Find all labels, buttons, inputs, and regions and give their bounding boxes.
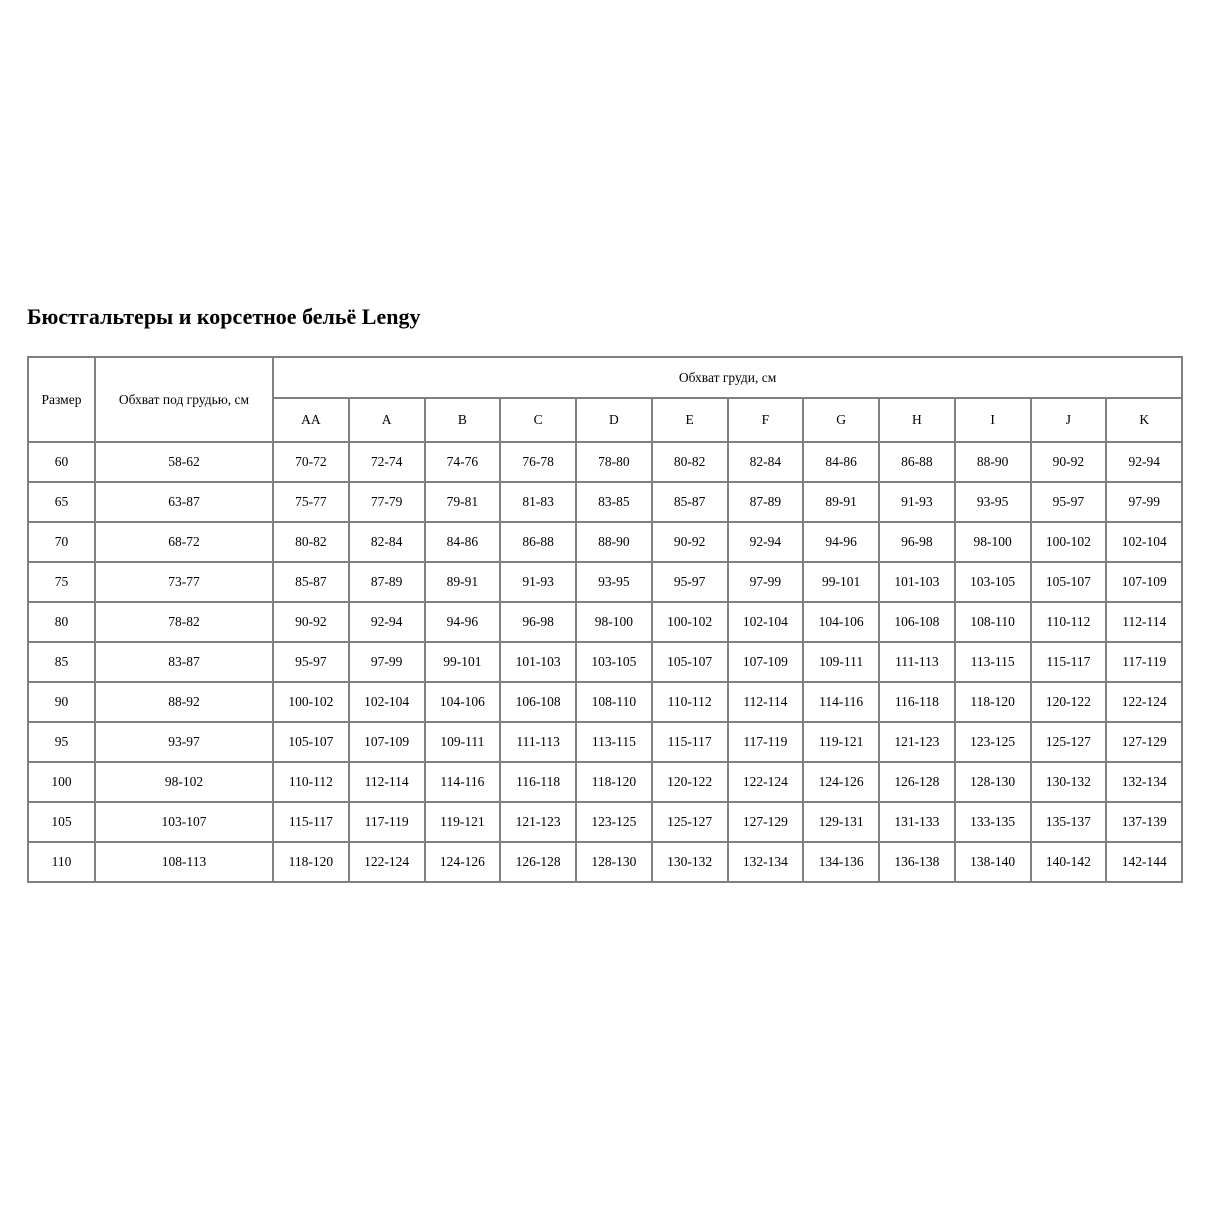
- bust-range-cell: 127-129: [1106, 722, 1182, 762]
- cup-size-header: AA: [273, 398, 349, 442]
- bust-range-cell: 124-126: [803, 762, 879, 802]
- table-row: [28, 642, 1182, 682]
- bust-range-cell: 118-120: [273, 842, 349, 882]
- bust-range-cell: 84-86: [425, 522, 501, 562]
- cup-size-header: B: [425, 398, 501, 442]
- underbust-cell: 78-82: [95, 602, 273, 642]
- bust-range-cell: 77-79: [349, 482, 425, 522]
- size-cell: 70: [28, 522, 95, 562]
- bust-range-cell: 115-117: [652, 722, 728, 762]
- bust-range-cell: 122-124: [1106, 682, 1182, 722]
- bust-range-cell: 117-119: [728, 722, 804, 762]
- bust-range-cell: 121-123: [879, 722, 955, 762]
- bust-range-cell: 94-96: [803, 522, 879, 562]
- page-title: Бюстгальтеры и корсетное бельё Lengy: [27, 304, 421, 329]
- bust-range-cell: 92-94: [349, 602, 425, 642]
- underbust-cell: 83-87: [95, 642, 273, 682]
- bust-range-cell: 75-77: [273, 482, 349, 522]
- underbust-column-header: Обхват под грудью, см: [95, 357, 273, 442]
- bust-range-cell: 107-109: [728, 642, 804, 682]
- bust-range-cell: 91-93: [879, 482, 955, 522]
- bust-range-cell: 122-124: [349, 842, 425, 882]
- bust-range-cell: 100-102: [652, 602, 728, 642]
- bust-range-cell: 80-82: [273, 522, 349, 562]
- table-row: [28, 842, 1182, 882]
- bust-range-cell: 105-107: [273, 722, 349, 762]
- bust-range-cell: 120-122: [1031, 682, 1107, 722]
- bust-range-cell: 70-72: [273, 442, 349, 482]
- bust-range-cell: 138-140: [955, 842, 1031, 882]
- cup-size-header: F: [728, 398, 804, 442]
- cup-size-header: K: [1106, 398, 1182, 442]
- bust-range-cell: 130-132: [652, 842, 728, 882]
- underbust-cell: 88-92: [95, 682, 273, 722]
- bust-range-cell: 137-139: [1106, 802, 1182, 842]
- bust-range-cell: 108-110: [955, 602, 1031, 642]
- bust-range-cell: 114-116: [803, 682, 879, 722]
- bust-range-cell: 113-115: [955, 642, 1031, 682]
- bust-range-cell: 132-134: [728, 842, 804, 882]
- bust-range-cell: 117-119: [349, 802, 425, 842]
- cup-size-header: G: [803, 398, 879, 442]
- bust-range-cell: 89-91: [803, 482, 879, 522]
- bust-range-cell: 125-127: [652, 802, 728, 842]
- bust-range-cell: 79-81: [425, 482, 501, 522]
- bust-range-cell: 95-97: [1031, 482, 1107, 522]
- bust-range-cell: 104-106: [425, 682, 501, 722]
- bust-range-cell: 83-85: [576, 482, 652, 522]
- table-row: [28, 802, 1182, 842]
- bust-range-cell: 105-107: [1031, 562, 1107, 602]
- bust-range-cell: 125-127: [1031, 722, 1107, 762]
- bust-range-cell: 117-119: [1106, 642, 1182, 682]
- cup-size-header: H: [879, 398, 955, 442]
- bust-range-cell: 116-118: [879, 682, 955, 722]
- bust-range-cell: 96-98: [500, 602, 576, 642]
- bust-range-cell: 106-108: [500, 682, 576, 722]
- bust-range-cell: 96-98: [879, 522, 955, 562]
- underbust-cell: 68-72: [95, 522, 273, 562]
- bust-range-cell: 86-88: [879, 442, 955, 482]
- cup-size-header: E: [652, 398, 728, 442]
- bust-range-cell: 98-100: [576, 602, 652, 642]
- bust-range-cell: 118-120: [955, 682, 1031, 722]
- underbust-cell: 58-62: [95, 442, 273, 482]
- underbust-cell: 98-102: [95, 762, 273, 802]
- bust-range-cell: 112-114: [349, 762, 425, 802]
- bust-range-cell: 107-109: [1106, 562, 1182, 602]
- size-cell: 65: [28, 482, 95, 522]
- bust-range-cell: 87-89: [728, 482, 804, 522]
- bust-range-cell: 110-112: [652, 682, 728, 722]
- bust-range-cell: 89-91: [425, 562, 501, 602]
- bust-range-cell: 134-136: [803, 842, 879, 882]
- bust-range-cell: 132-134: [1106, 762, 1182, 802]
- bust-range-cell: 111-113: [879, 642, 955, 682]
- table-row: [28, 442, 1182, 482]
- size-cell: 90: [28, 682, 95, 722]
- bust-range-cell: 97-99: [728, 562, 804, 602]
- size-cell: 110: [28, 842, 95, 882]
- bust-range-cell: 103-105: [576, 642, 652, 682]
- bust-range-cell: 85-87: [652, 482, 728, 522]
- bust-range-cell: 86-88: [500, 522, 576, 562]
- cup-size-header: D: [576, 398, 652, 442]
- bust-range-cell: 136-138: [879, 842, 955, 882]
- bust-range-cell: 90-92: [273, 602, 349, 642]
- bust-range-cell: 76-78: [500, 442, 576, 482]
- bust-range-cell: 100-102: [273, 682, 349, 722]
- underbust-cell: 103-107: [95, 802, 273, 842]
- bust-range-cell: 81-83: [500, 482, 576, 522]
- bust-range-cell: 128-130: [576, 842, 652, 882]
- bust-range-cell: 107-109: [349, 722, 425, 762]
- bust-range-cell: 121-123: [500, 802, 576, 842]
- cup-size-header: J: [1031, 398, 1107, 442]
- table-row: [28, 562, 1182, 602]
- bust-range-cell: 123-125: [955, 722, 1031, 762]
- bust-range-cell: 112-114: [1106, 602, 1182, 642]
- bust-range-cell: 102-104: [349, 682, 425, 722]
- table-row: [28, 762, 1182, 802]
- bust-range-cell: 135-137: [1031, 802, 1107, 842]
- bust-range-cell: 126-128: [500, 842, 576, 882]
- size-cell: 80: [28, 602, 95, 642]
- table-row: [28, 602, 1182, 642]
- bust-range-cell: 142-144: [1106, 842, 1182, 882]
- bust-range-cell: 114-116: [425, 762, 501, 802]
- bust-range-cell: 126-128: [879, 762, 955, 802]
- bust-range-cell: 129-131: [803, 802, 879, 842]
- bust-range-cell: 91-93: [500, 562, 576, 602]
- table-row: [28, 682, 1182, 722]
- bust-range-cell: 109-111: [803, 642, 879, 682]
- bust-range-cell: 115-117: [1031, 642, 1107, 682]
- bust-range-cell: 93-95: [576, 562, 652, 602]
- bust-range-cell: 118-120: [576, 762, 652, 802]
- bust-range-cell: 133-135: [955, 802, 1031, 842]
- size-cell: 85: [28, 642, 95, 682]
- size-cell: 60: [28, 442, 95, 482]
- size-column-header: Размер: [28, 357, 95, 442]
- bust-range-cell: 82-84: [349, 522, 425, 562]
- bust-range-cell: 85-87: [273, 562, 349, 602]
- bust-range-cell: 78-80: [576, 442, 652, 482]
- table-row: [28, 482, 1182, 522]
- bust-range-cell: 98-100: [955, 522, 1031, 562]
- bust-range-cell: 101-103: [879, 562, 955, 602]
- cup-size-header: C: [500, 398, 576, 442]
- size-cell: 95: [28, 722, 95, 762]
- bust-range-cell: 115-117: [273, 802, 349, 842]
- bust-range-cell: 119-121: [425, 802, 501, 842]
- bust-range-cell: 72-74: [349, 442, 425, 482]
- table-row: [28, 722, 1182, 762]
- bust-range-cell: 100-102: [1031, 522, 1107, 562]
- bust-group-header: Обхват груди, см: [273, 357, 1182, 398]
- bust-range-cell: 94-96: [425, 602, 501, 642]
- bust-range-cell: 103-105: [955, 562, 1031, 602]
- bust-range-cell: 108-110: [576, 682, 652, 722]
- size-table-head: [28, 357, 1182, 442]
- bust-range-cell: 97-99: [349, 642, 425, 682]
- bust-range-cell: 93-95: [955, 482, 1031, 522]
- bust-range-cell: 120-122: [652, 762, 728, 802]
- bust-range-cell: 88-90: [955, 442, 1031, 482]
- bust-range-cell: 111-113: [500, 722, 576, 762]
- size-cell: 100: [28, 762, 95, 802]
- bust-range-cell: 130-132: [1031, 762, 1107, 802]
- bust-range-cell: 84-86: [803, 442, 879, 482]
- bust-range-cell: 87-89: [349, 562, 425, 602]
- bust-range-cell: 140-142: [1031, 842, 1107, 882]
- bust-range-cell: 110-112: [1031, 602, 1107, 642]
- size-table-body: [28, 442, 1182, 882]
- bust-range-cell: 99-101: [803, 562, 879, 602]
- bust-range-cell: 90-92: [1031, 442, 1107, 482]
- size-chart-table: [27, 356, 1183, 883]
- bust-range-cell: 122-124: [728, 762, 804, 802]
- bust-range-cell: 119-121: [803, 722, 879, 762]
- bust-range-cell: 74-76: [425, 442, 501, 482]
- bust-range-cell: 124-126: [425, 842, 501, 882]
- bust-range-cell: 88-90: [576, 522, 652, 562]
- underbust-cell: 93-97: [95, 722, 273, 762]
- underbust-cell: 73-77: [95, 562, 273, 602]
- bust-range-cell: 99-101: [425, 642, 501, 682]
- bust-range-cell: 131-133: [879, 802, 955, 842]
- bust-range-cell: 123-125: [576, 802, 652, 842]
- bust-range-cell: 128-130: [955, 762, 1031, 802]
- bust-range-cell: 82-84: [728, 442, 804, 482]
- table-row: [28, 522, 1182, 562]
- bust-range-cell: 104-106: [803, 602, 879, 642]
- bust-range-cell: 110-112: [273, 762, 349, 802]
- bust-range-cell: 127-129: [728, 802, 804, 842]
- bust-range-cell: 95-97: [652, 562, 728, 602]
- bust-range-cell: 97-99: [1106, 482, 1182, 522]
- bust-range-cell: 101-103: [500, 642, 576, 682]
- bust-range-cell: 92-94: [1106, 442, 1182, 482]
- bust-range-cell: 109-111: [425, 722, 501, 762]
- bust-range-cell: 90-92: [652, 522, 728, 562]
- cup-size-header: A: [349, 398, 425, 442]
- size-cell: 75: [28, 562, 95, 602]
- bust-range-cell: 116-118: [500, 762, 576, 802]
- bust-range-cell: 80-82: [652, 442, 728, 482]
- bust-range-cell: 113-115: [576, 722, 652, 762]
- size-cell: 105: [28, 802, 95, 842]
- underbust-cell: 108-113: [95, 842, 273, 882]
- bust-range-cell: 112-114: [728, 682, 804, 722]
- bust-range-cell: 102-104: [728, 602, 804, 642]
- group-header-row: [28, 357, 1182, 398]
- bust-range-cell: 106-108: [879, 602, 955, 642]
- bust-range-cell: 102-104: [1106, 522, 1182, 562]
- bust-range-cell: 105-107: [652, 642, 728, 682]
- underbust-cell: 63-87: [95, 482, 273, 522]
- cup-size-header: I: [955, 398, 1031, 442]
- bust-range-cell: 92-94: [728, 522, 804, 562]
- bust-range-cell: 95-97: [273, 642, 349, 682]
